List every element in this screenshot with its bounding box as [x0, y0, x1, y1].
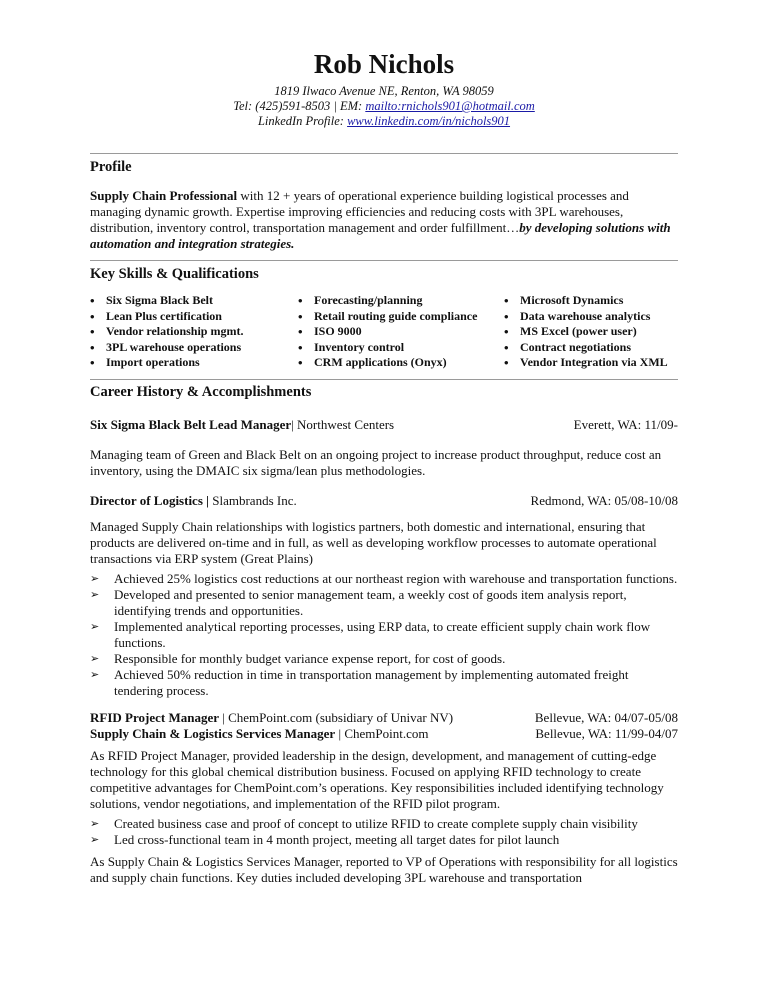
phone-label: Tel: (425)591-8503 | EM: [233, 99, 366, 113]
skills-column-1 [90, 293, 298, 371]
resume-page [90, 0, 678, 886]
candidate-name: Rob Nichols [313, 49, 455, 79]
job-role: RFID Project Manager [90, 709, 219, 725]
accomplishment-item: ➢ Led cross-functional team in 4 month project, meeting all target dates for pilot launch [90, 832, 678, 848]
accomplishment-item: ➢ Responsible for monthly budget variance expense report, for cost of goods. [90, 651, 678, 667]
job-title-line [90, 726, 428, 742]
job-location-dates: Bellevue, WA: 11/99-04/07 [535, 725, 678, 741]
accomplishment-item: ➢ Developed and presented to senior management team, a weekly cost of goods item analysis report, identifying trends and opportunities. [90, 587, 678, 619]
divider [90, 153, 678, 154]
accomplishment-item: ➢ Achieved 25% logistics cost reductions at our northeast region with warehouse and transportation functions. [90, 571, 678, 587]
profile-body: with 12 + years of operational experience building logistical processes and managing dynamic growth. Expertise improving efficiencies and reducing costs with 3PL warehouses, distribution, inventory control, transportation management and order fulfillment… [90, 188, 629, 235]
job-title-line [90, 417, 394, 433]
profile-tail: by developing solutions with automation and integration strategies. [90, 220, 671, 251]
linkedin-link[interactable]: www.linkedin.com/in/nichols901 [347, 114, 511, 128]
profile-summary [90, 188, 678, 252]
job-header [90, 726, 678, 742]
skill-item: • Forecasting/planning [298, 293, 504, 309]
skills-column-2 [298, 293, 504, 371]
skill-item: • Data warehouse analytics [504, 309, 678, 325]
divider [90, 260, 678, 261]
job-header [90, 417, 678, 433]
job-header [90, 710, 678, 726]
job-company: | ChemPoint.com [335, 725, 429, 741]
job-role: Six Sigma Black Belt Lead Manager [90, 416, 292, 432]
skill-item: • Six Sigma Black Belt [90, 293, 298, 309]
job-description: As Supply Chain & Logistics Services Manager, reported to VP of Operations with responsibility for all logistics and supply chain functions. Key duties included developing 3PL warehouse and transportation [90, 853, 678, 885]
job-role: Director of Logistics | [90, 492, 209, 508]
job-location-dates: Bellevue, WA: 04/07-05/08 [534, 709, 678, 725]
job-role: Supply Chain & Logistics Services Manager [90, 725, 336, 741]
profile-lead: Supply Chain Professional [90, 188, 238, 203]
skill-item: • ISO 9000 [298, 324, 504, 340]
job-location-dates: Everett, WA: 11/09- [573, 416, 678, 432]
job-location-dates: Redmond, WA: 05/08-10/08 [530, 492, 678, 508]
phone-email-line [90, 99, 678, 114]
skill-item: • MS Excel (power user) [504, 324, 678, 340]
skill-item: • Retail routing guide compliance [298, 309, 504, 325]
job-company: | Northwest Centers [291, 416, 395, 432]
accomplishment-list [90, 816, 678, 848]
address: 1819 Ilwaco Avenue NE, Renton, WA 98059 [274, 84, 494, 98]
skill-item: • Vendor relationship mgmt. [90, 324, 298, 340]
skill-item: • CRM applications (Onyx) [298, 355, 504, 371]
skill-item: • Lean Plus certification [90, 309, 298, 325]
accomplishment-item: ➢ Achieved 50% reduction in time in transportation management by implementing automated freight tendering process. [90, 667, 678, 699]
job-title-line [90, 493, 297, 509]
job-header [90, 493, 678, 509]
accomplishment-item: ➢ Created business case and proof of concept to utilize RFID to create complete supply chain visibility [90, 816, 678, 832]
accomplishment-item: ➢ Implemented analytical reporting processes, using ERP data, to create efficient supply chain work flow functions. [90, 619, 678, 651]
job-company: Slambrands Inc. [209, 492, 297, 508]
skills-column-3 [504, 293, 678, 371]
profile-heading: Profile [90, 159, 132, 175]
contact-block [90, 84, 678, 129]
skill-item: • 3PL warehouse operations [90, 340, 298, 356]
job-description: As RFID Project Manager, provided leadership in the design, development, and management of cutting-edge technology for this global chemical distribution business. Focused on applying RFID technology to create competitive advantages for ChemPoint.com’s operations. Key responsibilities included identifying technology solutions, vendor negotiations, and implementation of the RFID pilot program. [90, 747, 664, 811]
linkedin-line [90, 114, 678, 129]
job-description: Managed Supply Chain relationships with logistics partners, both domestic and international, ensuring that products are delivered on-time and in full, as well as developing workflow processes to automate operational transactions via ERP system (Great Plains) [90, 518, 657, 566]
divider [90, 379, 678, 380]
skill-item: • Microsoft Dynamics [504, 293, 678, 309]
job-title-line [90, 710, 453, 726]
skills-heading: Key Skills & Qualifications [90, 266, 259, 282]
email-link[interactable]: mailto:rnichols901@hotmail.com [365, 99, 535, 113]
accomplishment-list [90, 571, 678, 699]
career-heading: Career History & Accomplishments [90, 383, 312, 400]
job-company: | ChemPoint.com (subsidiary of Univar NV) [219, 709, 454, 725]
skill-item: • Inventory control [298, 340, 504, 356]
skill-item: • Contract negotiations [504, 340, 678, 356]
skill-item: • Import operations [90, 355, 298, 371]
skills-grid [90, 293, 678, 371]
linkedin-label: LinkedIn Profile: [257, 114, 348, 128]
job-description: Managing team of Green and Black Belt on an ongoing project to increase product throughput, reduce cost an inventory, using the DMAIC six sigma/lean plus methodologies. [90, 446, 662, 478]
skill-item: • Vendor Integration via XML [504, 355, 678, 371]
